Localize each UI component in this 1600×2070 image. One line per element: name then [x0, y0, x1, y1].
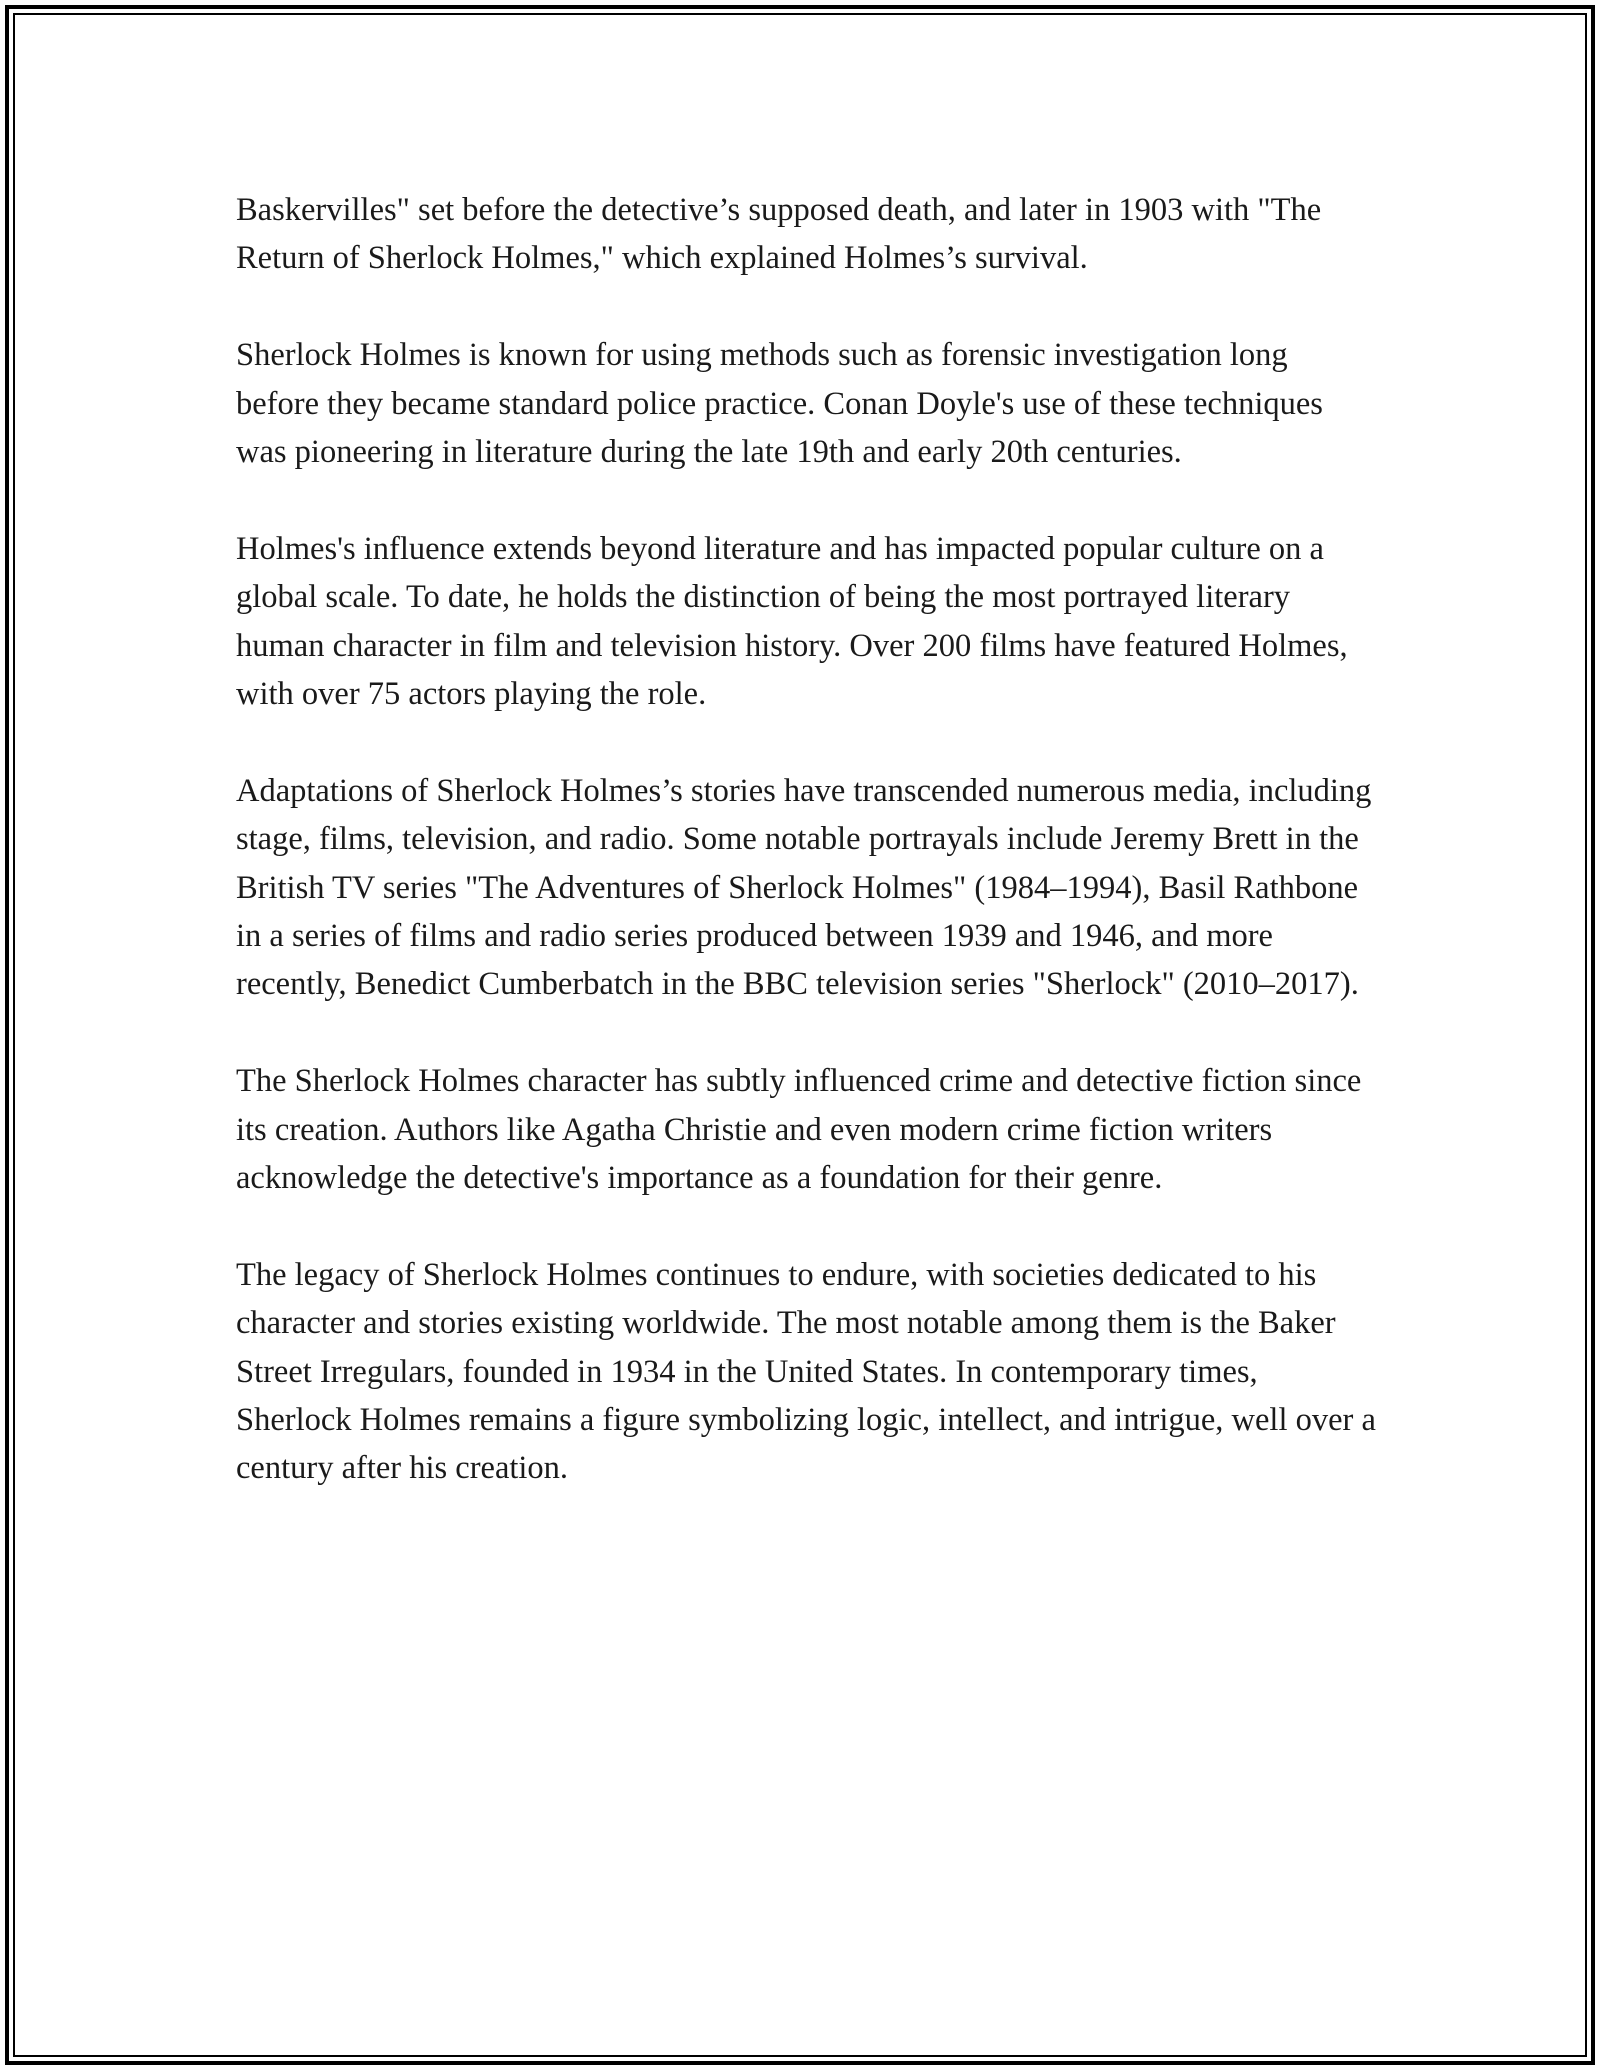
paragraph-genre-influence: The Sherlock Holmes character has subtly influenced crime and detective fiction since its creation. Authors like Agatha Christie and even modern crime fiction writers acknowledge the detective's importance as a foundation for their genre.	[236, 1063, 1362, 1197]
paragraph-adaptations: Adaptations of Sherlock Holmes’s stories have transcended numerous media, including stage, films, television, and radio. Some notable portrayals include Jeremy Brett in the British TV series "The Adventures of Sherlock Holmes" (1984–1994), Basil Rathbone in a series of films and radio series produced between 1939 and 1946, and more recently, Benedict Cumberbatch in the BBC television series "Sherlock" (2010–2017).	[236, 772, 1372, 1003]
paragraph-cultural-influence: Holmes's influence extends beyond literature and has impacted popular culture on a global scale. To date, he holds the distinction of being the most portrayed literary human character in film and television history. Over 200 films have featured Holmes, with over 75 actors playing the role.	[236, 530, 1348, 713]
paragraph-legacy: The legacy of Sherlock Holmes continues to endure, with societies dedicated to his character and stories existing worldwide. The most notable among them is the Baker Street Irregulars, founded in 1934 in the United States. In contemporary times, Sherlock Holmes remains a figure symbolizing logic, intellect, and intrigue, well over a century after his creation.	[236, 1256, 1376, 1487]
document-body	[236, 186, 1376, 1541]
paragraph-forensic-methods: Sherlock Holmes is known for using methods such as forensic investigation long before they became standard police practice. Conan Doyle's use of these techniques was pioneering in literature during the late 19th and early 20th centuries.	[236, 337, 1323, 471]
paragraph-baskervilles-return: Baskervilles" set before the detective’s supposed death, and later in 1903 with "The Return of Sherlock Holmes," which explained Holmes’s survival.	[236, 192, 1322, 277]
